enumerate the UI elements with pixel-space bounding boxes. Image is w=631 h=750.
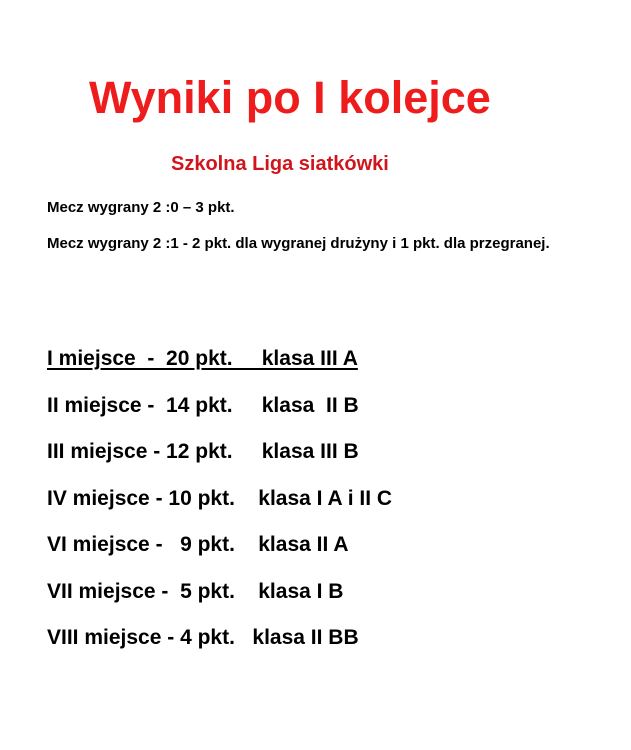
standings-row-1: I miejsce - 20 pkt. klasa III A bbox=[47, 347, 358, 370]
rule-win-2-1: Mecz wygrany 2 :1 - 2 pkt. dla wygranej drużyny i 1 pkt. dla przegranej. bbox=[47, 235, 550, 252]
page-title: Wyniki po I kolejce bbox=[89, 72, 491, 123]
standings-row-6: VII miejsce - 5 pkt. klasa I B bbox=[47, 579, 344, 603]
standings-row-4: IV miejsce - 10 pkt. klasa I A i II C bbox=[47, 486, 393, 510]
page-subtitle: Szkolna Liga siatkówki bbox=[171, 153, 389, 175]
rule-win-2-0: Mecz wygrany 2 :0 – 3 pkt. bbox=[47, 199, 235, 216]
standings-row-7: VIII miejsce - 4 pkt. klasa II BB bbox=[47, 626, 359, 649]
standings-list bbox=[47, 342, 392, 668]
standings-row-5: VI miejsce - 9 pkt. klasa II A bbox=[47, 533, 349, 556]
standings-row-3: III miejsce - 12 pkt. klasa III B bbox=[47, 440, 359, 463]
standings-row-2: II miejsce - 14 pkt. klasa II B bbox=[47, 393, 359, 417]
